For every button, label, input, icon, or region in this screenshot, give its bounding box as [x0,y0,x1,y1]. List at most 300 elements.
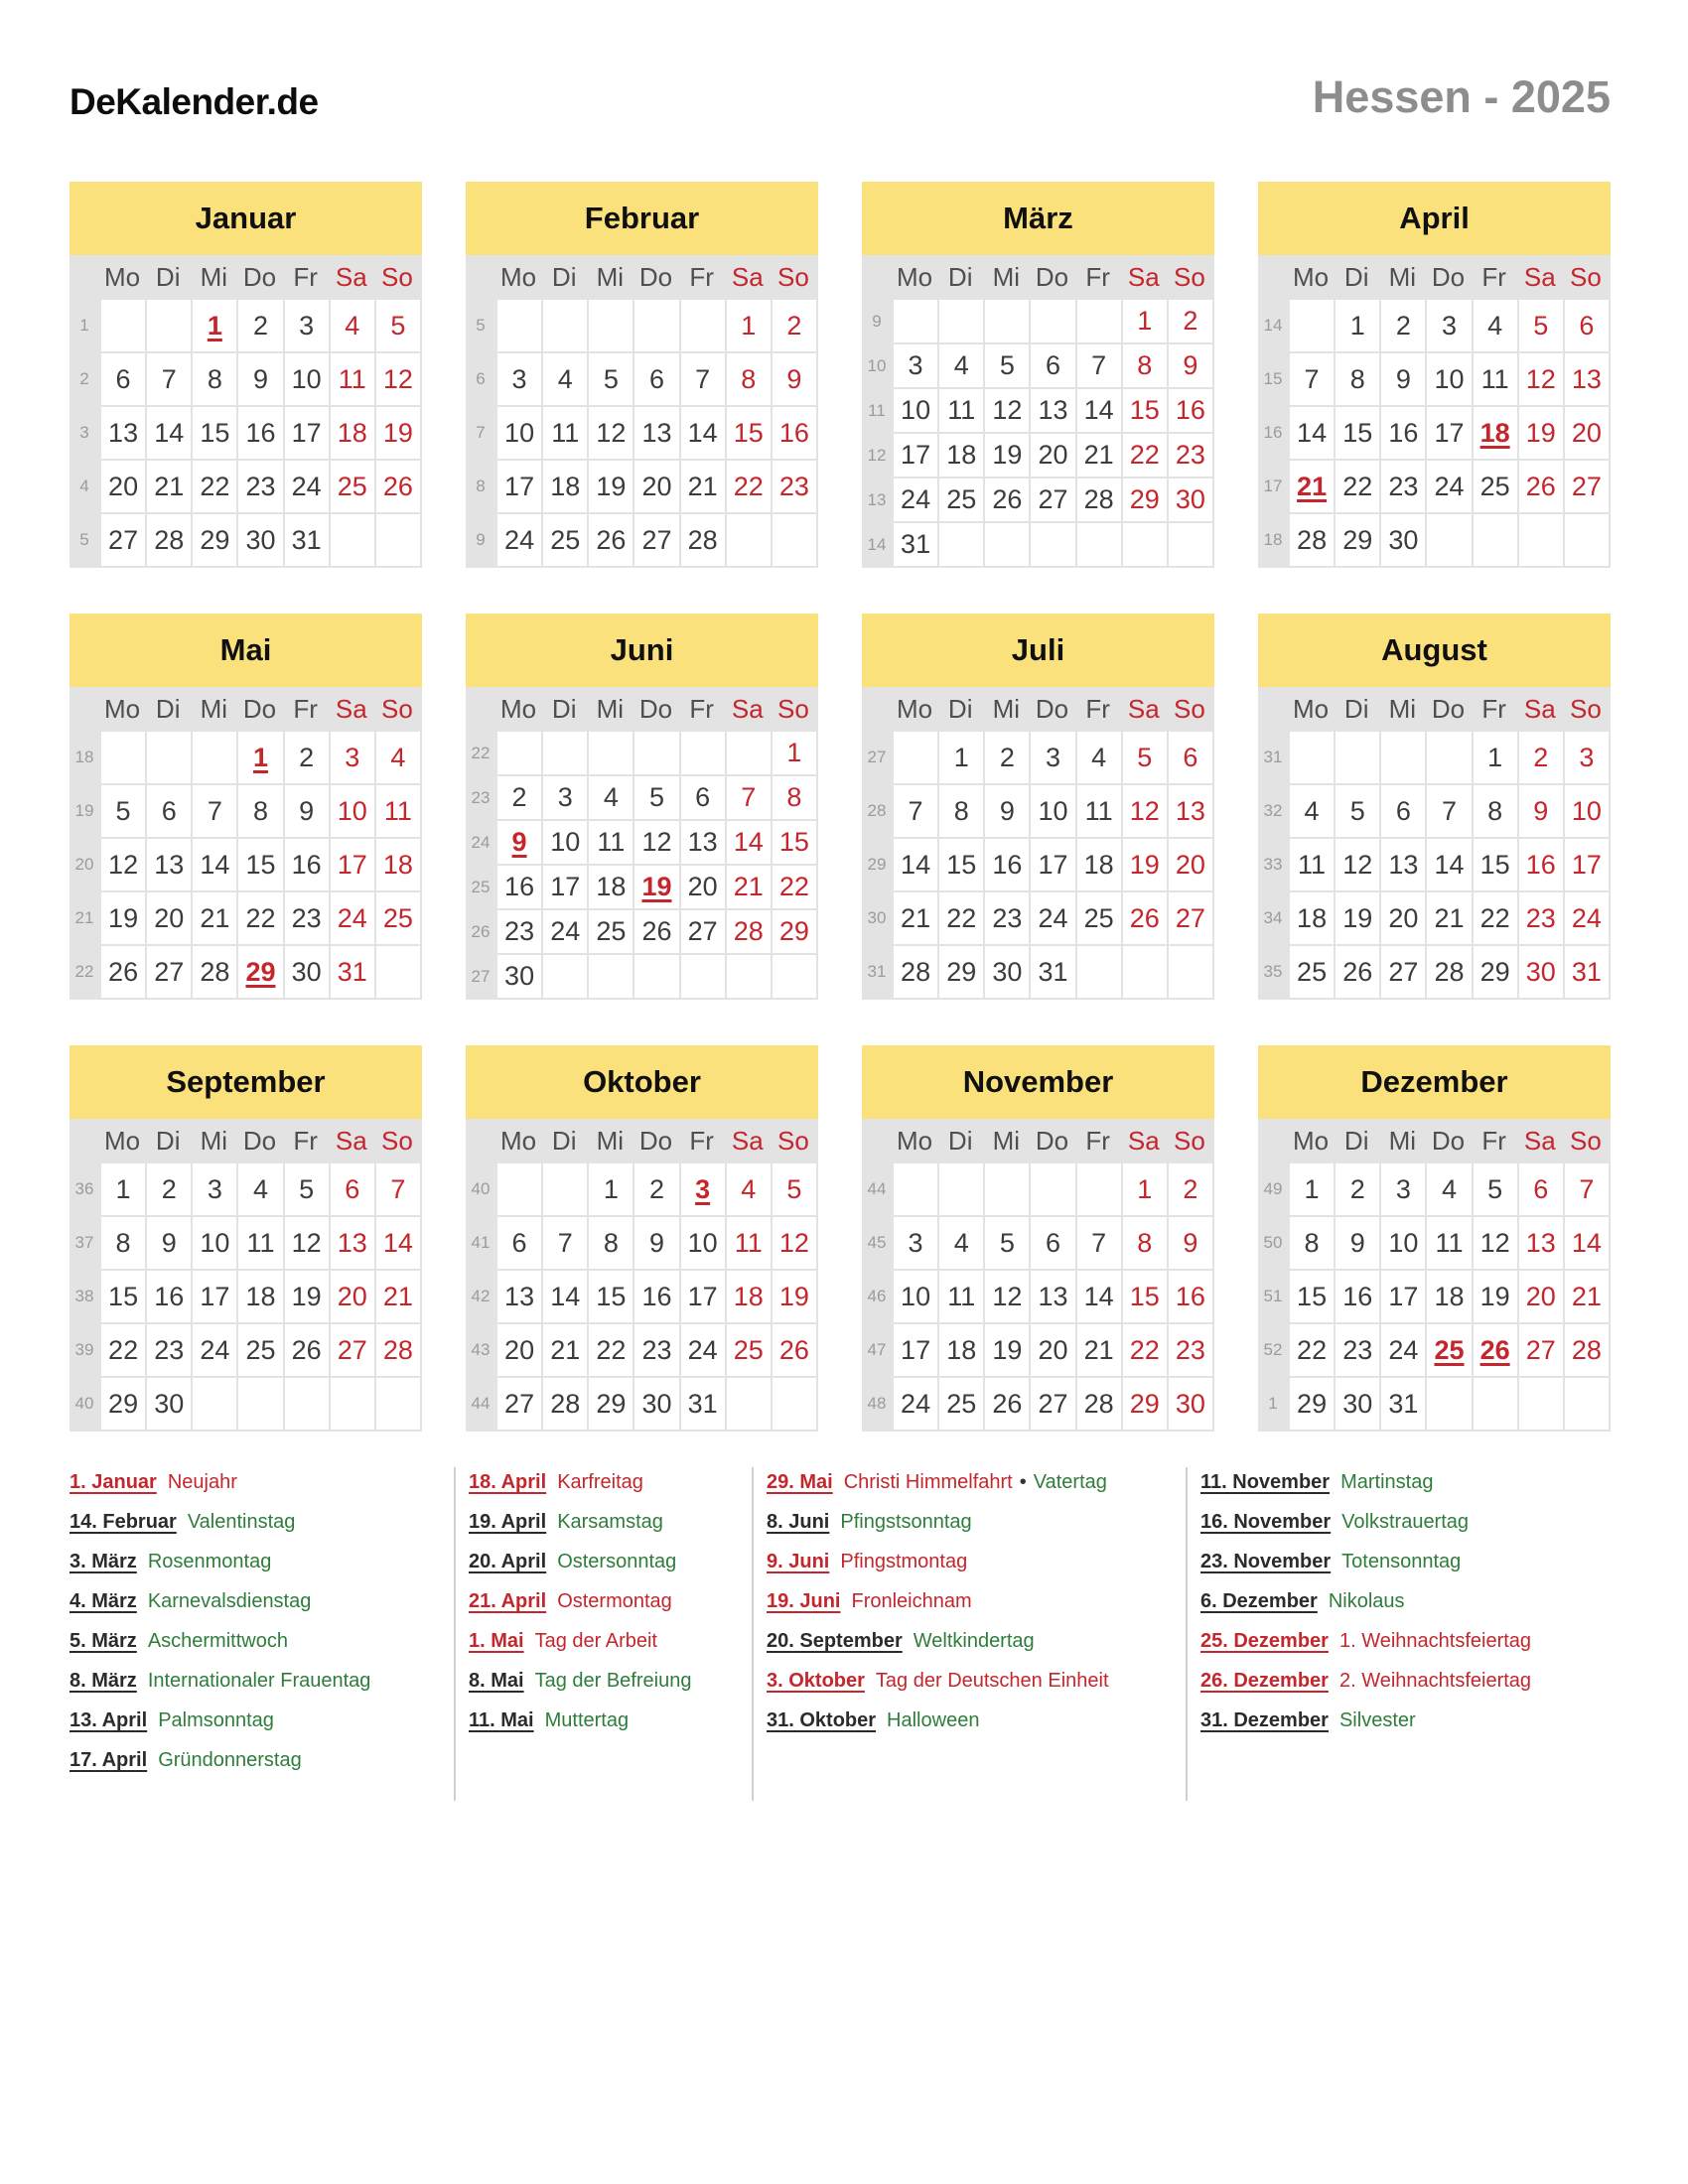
day-cell: 29 [101,1378,145,1430]
weekday-header-row [70,255,422,300]
weekday-header: Di [947,262,973,292]
empty-day-cell [589,732,633,774]
holiday-day[interactable]: 26 [1474,1324,1517,1376]
day-cell: 29 [939,946,983,998]
holiday-name: Gründonnerstag [158,1749,302,1771]
empty-day-cell [773,1378,816,1430]
day-cell: 13 [101,407,145,459]
week-number: 29 [862,839,892,890]
empty-day-cell [331,1378,374,1430]
week-row [466,866,816,908]
day-cell: 26 [634,910,678,953]
weeks-body [70,1163,422,1432]
week-row [466,732,816,774]
weekday-header: Sa [731,1126,764,1156]
week-row [862,389,1212,432]
day-cell: 20 [101,461,145,512]
weekday-header: Sa [731,694,764,724]
empty-day-cell [1336,732,1379,783]
weekday-header: Fr [1481,1126,1506,1156]
day-cell: 23 [1336,1324,1379,1376]
weekday-header: Do [638,262,673,292]
weekday-header: Sa [335,694,367,724]
week-row [70,514,420,566]
holiday-date-link[interactable]: 8. Mai [469,1670,524,1692]
holiday-day[interactable]: 18 [1474,407,1517,459]
empty-day-cell [589,955,633,998]
day-cell: 24 [1427,461,1471,512]
day-cell: 14 [193,839,236,890]
day-cell: 24 [497,514,541,566]
weekday-header: Do [242,1126,277,1156]
weeks-body [1258,300,1611,568]
day-cell: 12 [1336,839,1379,890]
holiday-date-link[interactable]: 4. März [70,1590,137,1612]
month-title: Dezember [1258,1045,1611,1119]
holiday-date-link[interactable]: 20. April [469,1551,547,1572]
holiday-entry [767,1511,1186,1534]
holiday-date-link[interactable]: 3. Oktober [767,1670,865,1692]
empty-day-cell [634,732,678,774]
day-cell: 3 [894,344,937,387]
day-cell: 9 [985,785,1029,837]
holiday-entry [767,1590,1186,1613]
day-cell: 5 [589,353,633,405]
day-cell: 14 [1077,1271,1121,1322]
month-title: Mai [70,614,422,687]
weekday-header: Mo [104,694,141,724]
day-cell: 14 [147,407,191,459]
holiday-name: Tag der Arbeit [534,1630,657,1652]
day-cell: 2 [1169,300,1212,342]
day-cell: 6 [634,353,678,405]
day-cell: 10 [285,353,329,405]
day-cell: 17 [894,1324,937,1376]
holiday-day[interactable]: 9 [497,821,541,864]
empty-day-cell [894,300,937,342]
holiday-name: Karnevalsdienstag [147,1590,312,1612]
weekday-header-row [862,1119,1214,1163]
weeks-body [1258,1163,1611,1432]
weekday-header: Mo [104,1126,141,1156]
day-cell: 3 [1381,1163,1425,1215]
week-number: 36 [70,1163,99,1215]
holiday-date-link[interactable]: 11. Mai [469,1709,534,1731]
day-cell: 15 [1123,1271,1167,1322]
day-cell: 2 [497,776,541,819]
day-cell: 20 [147,892,191,944]
day-cell: 27 [1519,1324,1563,1376]
day-cell: 29 [1474,946,1517,998]
day-cell: 15 [589,1271,633,1322]
day-cell: 11 [939,389,983,432]
holiday-day[interactable]: 3 [681,1163,725,1215]
day-cell: 19 [1123,839,1167,890]
empty-day-cell [1031,1163,1074,1215]
day-cell: 16 [773,407,816,459]
day-cell: 23 [634,1324,678,1376]
empty-day-cell [193,732,236,783]
week-row [70,839,420,890]
empty-day-cell [1290,300,1334,351]
day-cell: 29 [1123,1378,1167,1430]
holiday-name: Silvester [1338,1709,1416,1731]
month-dezember [1258,1045,1611,1432]
day-cell: 25 [238,1324,282,1376]
day-cell: 26 [1123,892,1167,944]
empty-day-cell [1427,514,1471,566]
holiday-date-link[interactable]: 1. Mai [469,1630,524,1652]
day-cell: 21 [681,461,725,512]
day-cell: 16 [634,1271,678,1322]
empty-day-cell [1077,300,1121,342]
week-row [1258,1378,1609,1430]
day-cell: 19 [985,434,1029,477]
week-number: 2 [70,353,99,405]
site-logo[interactable]: DeKalender.de [70,81,319,122]
day-cell: 3 [894,1217,937,1269]
holiday-date-link[interactable]: 20. September [767,1630,903,1652]
holiday-name: Neujahr [167,1471,237,1493]
holiday-name: Totensonntag [1341,1551,1462,1572]
weekday-header-row [466,1119,818,1163]
month-maerz [862,182,1214,568]
holiday-name: Fronleichnam [851,1590,972,1612]
day-cell: 20 [1565,407,1609,459]
day-cell: 15 [238,839,282,890]
weekday-header: Mi [1388,694,1417,724]
week-number: 27 [862,732,892,783]
holiday-date-link[interactable]: 13. April [70,1709,148,1731]
weekday-header: Mo [1293,694,1330,724]
day-cell: 8 [939,785,983,837]
week-row [466,407,816,459]
week-number: 40 [70,1378,99,1430]
day-cell: 17 [1031,839,1074,890]
day-cell: 26 [985,478,1029,521]
week-number: 42 [466,1271,495,1322]
day-cell: 28 [193,946,236,998]
day-cell: 8 [1336,353,1379,405]
holiday-date-link[interactable]: 8. Juni [767,1511,830,1533]
week-number: 44 [466,1378,495,1430]
empty-day-cell [543,732,587,774]
month-title: November [862,1045,1214,1119]
holiday-entry [469,1630,752,1653]
week-row [466,776,816,819]
week-row [862,300,1212,342]
weekday-header-row [70,687,422,732]
day-cell: 22 [1474,892,1517,944]
day-cell: 6 [331,1163,374,1215]
day-cell: 10 [543,821,587,864]
day-cell: 12 [376,353,420,405]
day-cell: 5 [634,776,678,819]
week-number: 26 [466,910,495,953]
day-cell: 22 [1290,1324,1334,1376]
holiday-entry [469,1551,752,1573]
week-number: 33 [1258,839,1288,890]
weekday-header: Fr [689,694,714,724]
holiday-entry [70,1630,454,1653]
day-cell: 28 [543,1378,587,1430]
holiday-date-link[interactable]: 21. April [469,1590,547,1612]
day-cell: 3 [1427,300,1471,351]
day-cell: 5 [101,785,145,837]
day-cell: 30 [285,946,329,998]
day-cell: 9 [773,353,816,405]
day-cell: 15 [1474,839,1517,890]
holiday-date-link[interactable]: 31. Dezember [1200,1709,1329,1731]
day-cell: 16 [1169,389,1212,432]
day-cell: 30 [985,946,1029,998]
weekday-header: Do [1035,262,1069,292]
holiday-date-link[interactable]: 16. November [1200,1511,1332,1533]
week-number: 48 [862,1378,892,1430]
day-cell: 13 [1565,353,1609,405]
weekday-header-row [466,255,818,300]
day-cell: 3 [543,776,587,819]
empty-day-cell [1474,514,1517,566]
holiday-legend [70,1467,1611,1801]
day-cell: 29 [589,1378,633,1430]
week-row [862,478,1212,521]
holiday-date-link[interactable]: 1. Januar [70,1471,157,1493]
holiday-day[interactable]: 1 [238,732,282,783]
weekday-header: Mo [1293,1126,1330,1156]
week-row [1258,1271,1609,1322]
weekday-header: Sa [335,262,367,292]
day-cell: 15 [1123,389,1167,432]
day-cell: 22 [193,461,236,512]
week-number: 20 [70,839,99,890]
weekday-header: Sa [1127,694,1160,724]
week-number: 12 [862,434,892,477]
weekday-header: So [1174,694,1205,724]
week-number: 27 [466,955,495,998]
day-cell: 2 [147,1163,191,1215]
week-row [1258,407,1609,459]
week-row [70,461,420,512]
holiday-name: Christi Himmelfahrt [843,1471,1013,1493]
day-cell: 4 [331,300,374,351]
day-cell: 28 [1077,1378,1121,1430]
holiday-entry [1200,1670,1611,1693]
month-title: Februar [466,182,818,255]
day-cell: 16 [1381,407,1425,459]
weeks-body [862,732,1214,1000]
week-row [466,461,816,512]
weekday-header-row [70,1119,422,1163]
day-cell: 16 [147,1271,191,1322]
week-number: 19 [70,785,99,837]
holiday-date-link[interactable]: 8. März [70,1670,137,1692]
weekday-header-row [862,687,1214,732]
holiday-date-link[interactable]: 18. April [469,1471,547,1493]
weekday-header: Do [1431,262,1466,292]
holiday-date-link[interactable]: 29. Mai [767,1471,833,1493]
empty-day-cell [1474,1378,1517,1430]
weekday-header: Mi [596,694,625,724]
week-row [466,353,816,405]
day-cell: 22 [589,1324,633,1376]
day-cell: 18 [543,461,587,512]
week-row [1258,732,1609,783]
holiday-entry [767,1551,1186,1573]
holiday-date-link[interactable]: 19. April [469,1511,547,1533]
week-number: 15 [1258,353,1288,405]
day-cell: 21 [376,1271,420,1322]
weekday-header: Di [551,262,577,292]
day-cell: 14 [376,1217,420,1269]
day-cell: 9 [1519,785,1563,837]
day-cell: 18 [939,1324,983,1376]
week-number: 17 [1258,461,1288,512]
week-number: 38 [70,1271,99,1322]
holiday-date-link[interactable]: 17. April [70,1749,148,1771]
week-number: 18 [1258,514,1288,566]
day-cell: 19 [773,1271,816,1322]
day-cell: 30 [1169,478,1212,521]
day-cell: 21 [193,892,236,944]
day-cell: 25 [727,1324,771,1376]
week-row [862,523,1212,566]
weekday-header: Mo [897,1126,933,1156]
holiday-date-link[interactable]: 11. November [1200,1471,1331,1493]
months-grid [70,182,1611,1432]
holiday-day[interactable]: 21 [1290,461,1334,512]
week-row [862,1324,1212,1376]
day-cell: 30 [1169,1378,1212,1430]
day-cell: 5 [773,1163,816,1215]
holiday-date-link[interactable]: 23. November [1200,1551,1332,1572]
holiday-entry [70,1511,454,1534]
holiday-date-link[interactable]: 5. März [70,1630,137,1652]
day-cell: 22 [1336,461,1379,512]
holiday-entry [1200,1511,1611,1534]
day-cell: 27 [1031,1378,1074,1430]
weekday-header: Di [1343,262,1369,292]
empty-day-cell [681,300,725,351]
day-cell: 4 [1474,300,1517,351]
holiday-name: Tag der Deutschen Einheit [875,1670,1109,1692]
week-row [862,434,1212,477]
day-cell: 8 [1123,1217,1167,1269]
holiday-date-link[interactable]: 14. Februar [70,1511,177,1533]
holiday-date-link[interactable]: 31. Oktober [767,1709,877,1731]
empty-day-cell [589,300,633,351]
day-cell: 27 [634,514,678,566]
empty-day-cell [497,1163,541,1215]
week-number: 5 [466,300,495,351]
holiday-day[interactable]: 25 [1427,1324,1471,1376]
holiday-date-link[interactable]: 9. Juni [767,1551,830,1572]
day-cell: 17 [894,434,937,477]
empty-day-cell [634,955,678,998]
empty-day-cell [193,1378,236,1430]
week-number: 11 [862,389,892,432]
week-number: 9 [466,514,495,566]
week-number: 37 [70,1217,99,1269]
day-cell: 30 [1519,946,1563,998]
day-cell: 31 [681,1378,725,1430]
day-cell: 3 [331,732,374,783]
day-cell: 2 [985,732,1029,783]
empty-day-cell [985,300,1029,342]
weekday-header: Sa [1523,694,1556,724]
empty-day-cell [894,732,937,783]
week-number: 8 [466,461,495,512]
empty-day-cell [985,523,1029,566]
day-cell: 8 [589,1217,633,1269]
day-cell: 12 [1519,353,1563,405]
holiday-date-link[interactable]: 26. Dezember [1200,1670,1329,1692]
day-cell: 22 [727,461,771,512]
holiday-column [454,1467,752,1801]
holiday-date-link[interactable]: 25. Dezember [1200,1630,1329,1652]
month-title: August [1258,614,1611,687]
week-row [1258,300,1609,351]
empty-day-cell [1169,523,1212,566]
day-cell: 10 [681,1217,725,1269]
day-cell: 13 [1031,389,1074,432]
day-cell: 16 [985,839,1029,890]
weekday-header: Mi [200,694,228,724]
weekday-header: Sa [1127,262,1160,292]
weekday-header: Mi [596,1126,625,1156]
day-cell: 18 [1427,1271,1471,1322]
empty-day-cell [1519,1378,1563,1430]
weekday-header: Mi [992,694,1021,724]
empty-day-cell [376,1378,420,1430]
day-cell: 15 [1336,407,1379,459]
day-cell: 18 [238,1271,282,1322]
holiday-entry [70,1709,454,1732]
holiday-date-link[interactable]: 19. Juni [767,1590,841,1612]
weekday-header: Fr [1481,694,1506,724]
empty-day-cell [681,732,725,774]
day-cell: 10 [894,389,937,432]
week-number: 9 [862,300,892,342]
day-cell: 12 [1123,785,1167,837]
weekday-header: Mo [897,694,933,724]
holiday-date-link[interactable]: 6. Dezember [1200,1590,1318,1612]
day-cell: 19 [589,461,633,512]
week-number: 32 [1258,785,1288,837]
holiday-day[interactable]: 19 [634,866,678,908]
week-number: 41 [466,1217,495,1269]
day-cell: 14 [727,821,771,864]
day-cell: 4 [1427,1163,1471,1215]
week-number: 44 [862,1163,892,1215]
holiday-date-link[interactable]: 3. März [70,1551,137,1572]
day-cell: 26 [589,514,633,566]
weekday-header: Di [947,1126,973,1156]
holiday-day[interactable]: 1 [193,300,236,351]
holiday-day[interactable]: 29 [238,946,282,998]
week-row [1258,353,1609,405]
day-cell: 7 [1077,1217,1121,1269]
day-cell: 5 [985,344,1029,387]
day-cell: 4 [1290,785,1334,837]
day-cell: 28 [727,910,771,953]
holiday-name: Pfingstsonntag [840,1511,972,1533]
weeks-body [1258,732,1611,1000]
day-cell: 5 [376,300,420,351]
week-row [1258,1217,1609,1269]
month-januar [70,182,422,568]
day-cell: 9 [1336,1217,1379,1269]
